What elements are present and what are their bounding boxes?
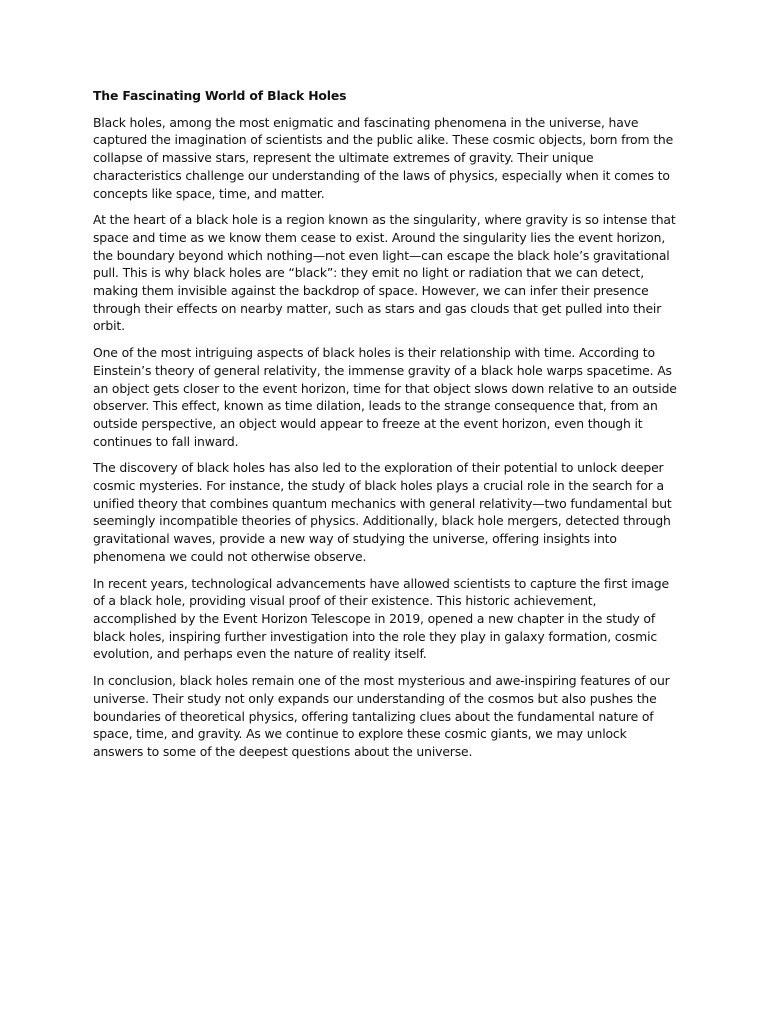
paragraph-singularity: At the heart of a black hole is a region known as the singularity, where gravity is so intense that space and time as we know them cease to exist. Around the singularity lies the event horizon, the boundary beyond which nothing—not even light—can escape the black hole’s gravitational pull. This is why black holes are “black”: they emit no light or radiation that we can detect, making them invisible against the backdrop of space. However, we can infer their presence through their effects on nearby matter, such as stars and gas clouds that get pulled into their orbit. (93, 212, 676, 334)
paragraph-conclusion: In conclusion, black holes remain one of the most mysterious and awe-inspiring features of our universe. Their study not only expands our understanding of the cosmos but also pushes the boundaries of theoretical physics, offering tantalizing clues about the fundamental nature of space, time, and gravity. As we continue to explore these cosmic giants, we may unlock answers to some of the deepest questions about the universe. (93, 673, 670, 759)
paragraph-intro: Black holes, among the most enigmatic and fascinating phenomena in the universe, have captured the imagination of scientists and the public alike. These cosmic objects, born from the collapse of massive stars, represent the ultimate extremes of gravity. Their unique characteristics challenge our understanding of the laws of physics, especially when it comes to concepts like space, time, and matter. (93, 114, 674, 201)
document-title: The Fascinating World of Black Holes (93, 88, 347, 103)
document-page (93, 87, 677, 770)
paragraph-recent-years: In recent years, technological advancements have allowed scientists to capture the first image of a black hole, providing visual proof of their existence. This historic achievement, accomplished by the Event Horizon Telescope in 2019, opened a new chapter in the study of black holes, inspiring further investigation into the role they play in galaxy formation, cosmic evolution, and perhaps even the nature of reality itself. (93, 575, 669, 662)
paragraph-time: One of the most intriguing aspects of black holes is their relationship with time. According to Einstein’s theory of general relativity, the immense gravity of a black hole warps spacetime. As an object gets closer to the event horizon, time for that object slows down relative to an outside observer. This effect, known as time dilation, leads to the strange consequence that, from an outside perspective, an object would appear to freeze at the event horizon, even though it continues to fall inward. (93, 345, 677, 449)
paragraph-discovery: The discovery of black holes has also led to the exploration of their potential to unlock deeper cosmic mysteries. For instance, the study of black holes plays a crucial role in the search for a unified theory that combines quantum mechanics with general relativity—two fundamental but seemingly incompatible theories of physics. Additionally, black hole mergers, detected through gravitational waves, provide a new way of studying the universe, offering insights into phenomena we could not otherwise observe. (93, 460, 672, 564)
